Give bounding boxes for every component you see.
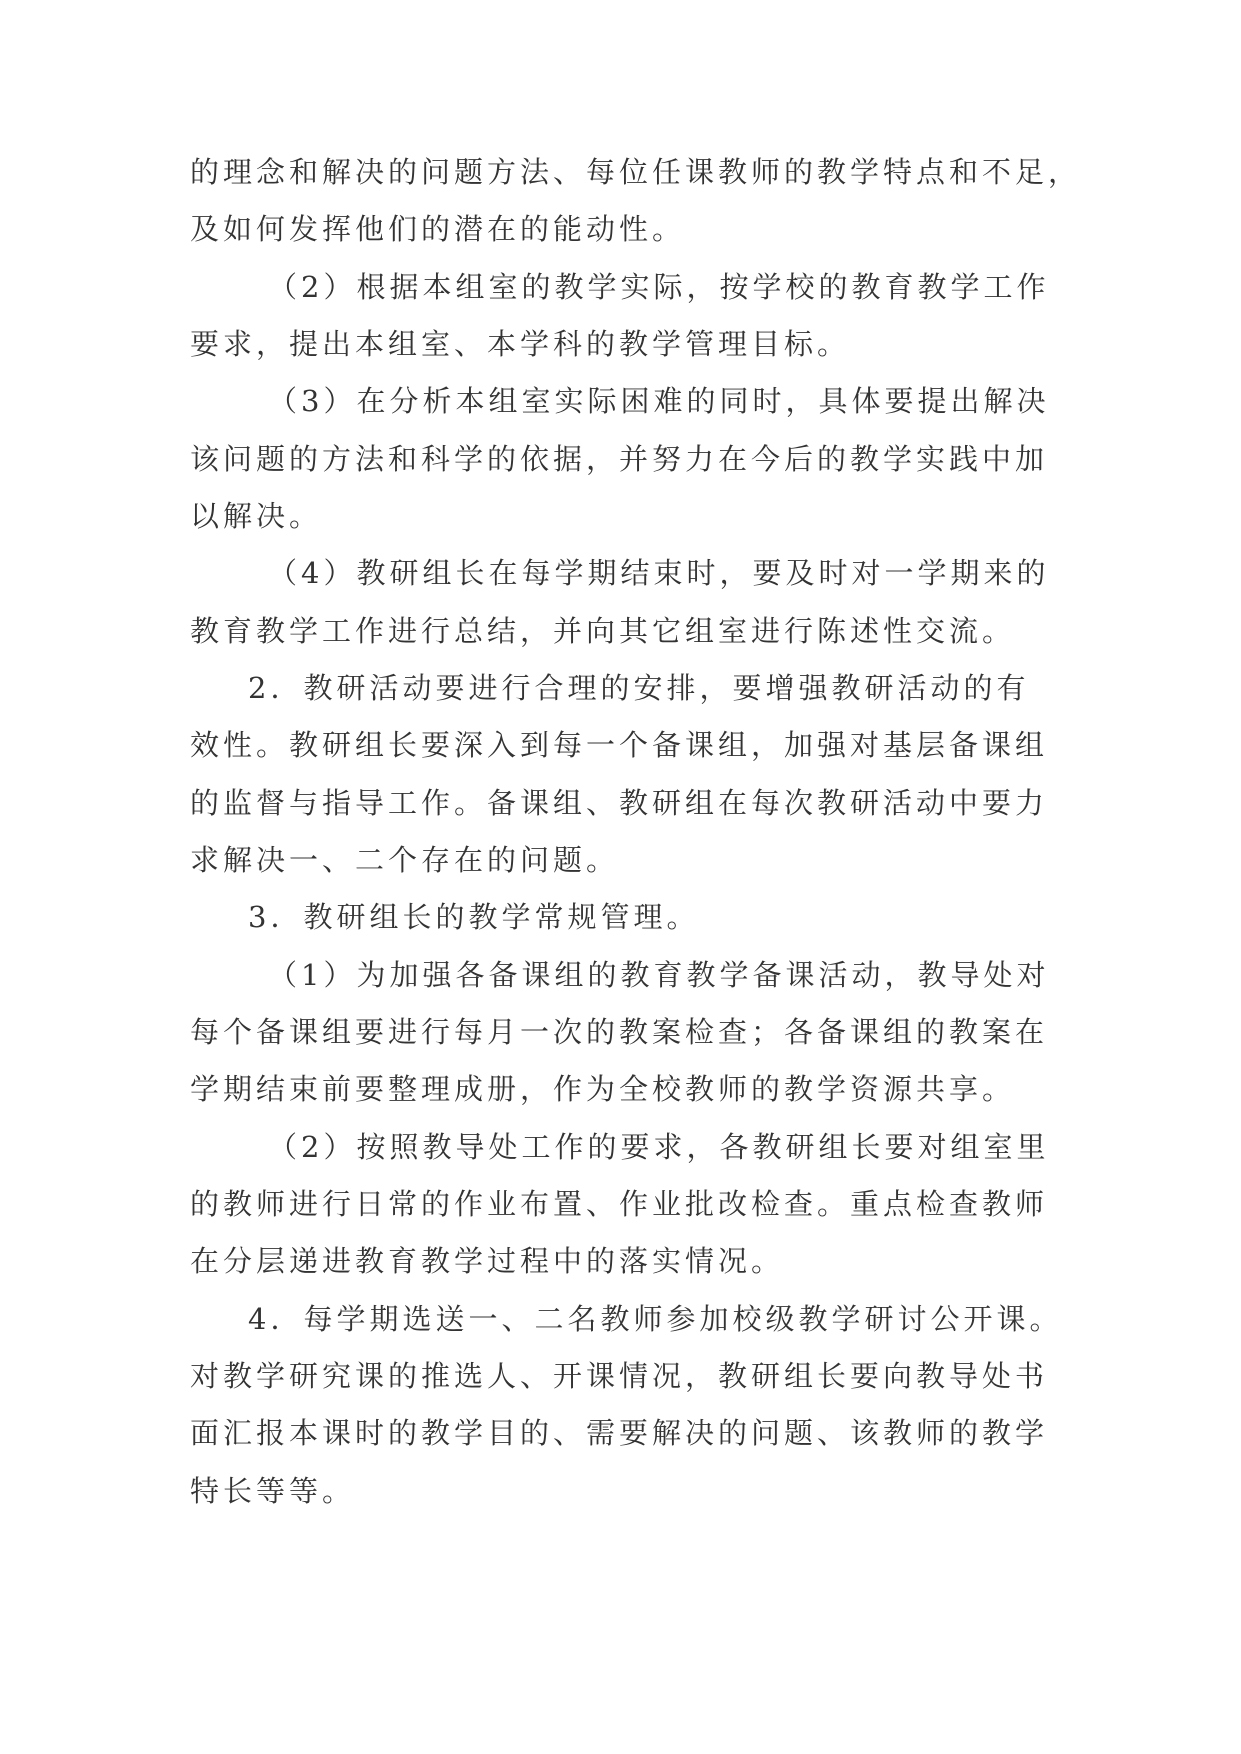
text-line: 面汇报本课时的教学目的、需要解决的问题、该教师的教学 (190, 1416, 1049, 1450)
text-line: 4．每学期选送一、二名教师参加校级教学研讨公开课。 (248, 1302, 1063, 1336)
text-line: （3）在分析本组室实际困难的同时，具体要提出解决 (268, 384, 1050, 418)
text-line: 特长等等。 (190, 1474, 356, 1508)
text-line: 在分层递进教育教学过程中的落实情况。 (190, 1244, 785, 1278)
text-line: 每个备课组要进行每月一次的教案检查；各备课组的教案在 (190, 1015, 1049, 1049)
text-line: 3．教研组长的教学常规管理。 (248, 900, 700, 934)
text-line: 的教师进行日常的作业布置、作业批改检查。重点检查教师 (190, 1187, 1049, 1221)
text-line: 教育教学工作进行总结，并向其它组室进行陈述性交流。 (190, 614, 1016, 648)
text-line: （1）为加强各备课组的教育教学备课活动，教导处对 (268, 958, 1050, 992)
text-line: 的监督与指导工作。备课组、教研组在每次教研活动中要力 (190, 786, 1049, 820)
text-line: 求解决一、二个存在的问题。 (190, 843, 620, 877)
text-line: 学期结束前要整理成册，作为全校教师的教学资源共享。 (190, 1072, 1016, 1106)
text-line: 的理念和解决的问题方法、每位任课教师的教学特点和不足， (190, 155, 1082, 189)
text-line: 效性。教研组长要深入到每一个备课组，加强对基层备课组 (190, 728, 1049, 762)
text-line: （4）教研组长在每学期结束时，要及时对一学期来的 (268, 556, 1050, 590)
text-line: 2．教研活动要进行合理的安排，要增强教研活动的有 (248, 671, 1030, 705)
text-line: （2）按照教导处工作的要求，各教研组长要对组室里 (268, 1130, 1050, 1164)
text-line: 该问题的方法和科学的依据，并努力在今后的教学实践中加 (190, 442, 1049, 476)
text-line: 及如何发挥他们的潜在的能动性。 (190, 212, 686, 246)
text-line: 要求，提出本组室、本学科的教学管理目标。 (190, 327, 851, 361)
text-line: 对教学研究课的推选人、开课情况，教研组长要向教导处书 (190, 1359, 1049, 1393)
text-line: 以解决。 (190, 499, 323, 533)
text-line: （2）根据本组室的教学实际，按学校的教育教学工作 (268, 270, 1050, 304)
